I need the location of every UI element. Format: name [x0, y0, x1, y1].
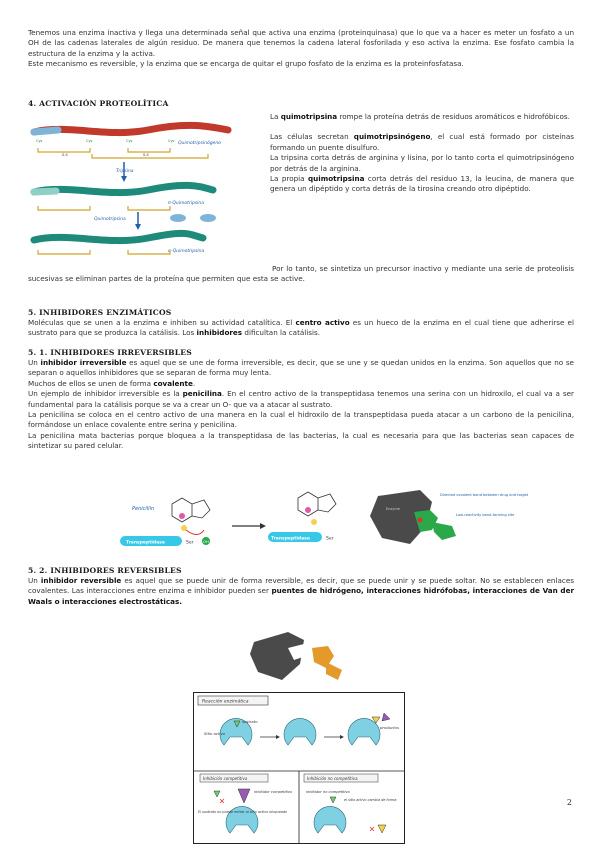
label-productos: productos	[380, 725, 399, 730]
label-sustrato: sustrato	[242, 719, 258, 724]
zymogen-activation-figure	[28, 112, 254, 262]
ss-1: S-S	[62, 153, 68, 157]
intro-paragraph-2: Este mecanismo es reversible, y la enzima que se encarga de quitar el grupo fosfato de la enzima es la proteinfosfatasa.	[28, 59, 464, 69]
section-4-sentence-2: Las células secretan quimotripsinógeno, el cual está formado por cisteínas formando un puente disulfuro.	[270, 132, 574, 152]
page-number: 2	[566, 798, 572, 807]
section-4-sentence-3: La tripsina corta detrás de arginina y lisina, por lo tanto corta el quimotripsinógeno por detrás de la arginina.	[270, 153, 574, 173]
section-4-sentence-1: La quimotripsina rompe la proteína detrás de residuos aromáticos e hidrofóbicos.	[270, 112, 570, 121]
section-4-sentence-4: La propia quimotripsina corta detrás del residuo 13, la leucina, de manera que genera un dipéptido y corta detrás de la tirosina creando otro dipéptido.	[270, 174, 574, 194]
label-enzyme: Enzyme	[386, 507, 400, 511]
intro-text	[28, 28, 574, 70]
penicillin-figure	[120, 486, 529, 556]
label-reaccion: Reacción enzimática	[202, 699, 249, 705]
penicillin-example: Un ejemplo de inhibidor irreversible es la penicilina. En el centro activo de la transpeptidasa tenemos una serina con un hidroxilo, el cual va a ser fundamental para la catálisis porque se va a crear un O- que va a atacar al sustrato.	[28, 389, 575, 409]
label-inhib-no-competitiva: Inhibición no competitiva	[307, 776, 358, 781]
section-4-conclusion: Por lo tanto, se sintetiza un precursor inactivo y mediante una serie de proteolisis sucesivas se eliminan partes de la proteína que permiten que esta se active.	[28, 264, 574, 284]
label-low-reactivity: Low-reactivity bond-forming site	[456, 513, 515, 517]
reversible-inhibitor-figure	[248, 626, 352, 684]
penicillin-mechanism: La penicilina se coloca en el centro activo de una manera en la cual el hidroxilo de la transpeptidasa pueda atacar a un carbono de la penicilina, formándose un enlace covalente entre serina y penicilina.	[28, 410, 574, 430]
section-5-2-text: Un inhibidor reversible es aquel que se puede unir de forma reversible, es decir, que se puede unir y se puede soltar. No se establecen enlaces covalentes. Las interacciones entre enzima e inhibidor pueden ser puentes de hidrógeno, interacciones hidrófobas, interacciones de Van der Waals o interacciones electrostáticas.	[28, 576, 574, 606]
svg-text:Cys: Cys	[126, 139, 133, 143]
inhibition-diagram	[193, 692, 405, 844]
label-transpeptidase-1: Transpeptidase	[126, 540, 165, 546]
label-directed-bond: Directed covalent bond between drug and target	[440, 493, 529, 497]
label-forma: el sitio activo cambia de forma	[344, 798, 397, 802]
label-ser-2: Ser	[326, 536, 334, 542]
section-5-text: Moléculas que se unen a la enzima e inhiben su actividad catalítica. El centro activo es un hueco de la enzima en el cual tiene que adherirse el sustrato para que se produzca la catálisis. Los inhibidores dificultan la catálisis.	[28, 318, 574, 338]
label-inhib-comp: inhibidor competitivo	[254, 790, 293, 794]
ss-2: S-S	[143, 153, 149, 157]
label-pi-quimotripsina: π-Quimotripsina	[168, 201, 205, 206]
svg-text:Cys: Cys	[168, 139, 175, 143]
intro-paragraph-1: Tenemos una enzima inactiva y llega una determinada señal que activa una enzima (proteinquinasa) que lo que va a hacer es meter un fosfato a un OH de las cadenas laterales de algún residuo. De manera que tenemos la cadena lateral fosforilada y eso activa la enzima. Ese fosfato cambia la estructura de la enzima y la activa.	[28, 28, 574, 58]
label-sitio-activo: Sitio activo	[204, 731, 226, 736]
label-quimotripsinogeno: Quimotripsinógeno	[178, 141, 221, 146]
label-quimotripsina: Quimotripsina	[94, 217, 126, 222]
label-inhib-competitiva: Inhibición competitiva	[203, 776, 248, 781]
label-transpeptidase-2: Transpeptidase	[271, 536, 310, 542]
label-penicillin: Penicillin	[132, 506, 155, 512]
svg-text:Cys: Cys	[86, 139, 93, 143]
svg-text:Cys: Cys	[36, 139, 43, 143]
section-4-side-text	[270, 112, 574, 195]
section-5-1-text	[28, 358, 574, 452]
label-alpha-quimotripsina: α-Quimotripsina	[168, 249, 205, 254]
section-5-2-heading: 5. 2. INHIBIDORES REVERSIBLES	[28, 566, 182, 575]
label-tripsina: Tripsina	[116, 169, 134, 174]
covalent-line: Muchos de ellos se unen de forma covalente.	[28, 378, 196, 388]
label-oh: OH	[203, 539, 209, 544]
penicillin-bacteria: La penicilina mata bacterias porque bloquea a la transpeptidasa de las bacterias, la cual es necesaria para que las bacterias sean capaces de sintetizar su pared celular.	[28, 430, 574, 451]
section-4-heading: 4. ACTIVACIÓN PROTEOLÍTICA	[28, 99, 169, 108]
label-ser-1: Ser	[186, 540, 194, 546]
label-inhib-noncomp: inhibidor no competitivo	[306, 790, 350, 794]
irreversible-def: Un inhibidor irreversible es aquel que se une de forma irreversible, es decir, que se une y se quedan unidos en la enzima. Son aquellos que no se separan o aquellos inhibidores que se separan de forma muy lenta.	[28, 358, 574, 378]
section-5-heading: 5. INHIBIDORES ENZIMÁTICOS	[28, 308, 172, 317]
section-5-1-heading: 5. 1. INHIBIDORES IRREVERSIBLES	[28, 348, 192, 357]
label-sustrato-no: El sustrato no puede entrar al sitio activo bloqueado	[198, 810, 288, 814]
